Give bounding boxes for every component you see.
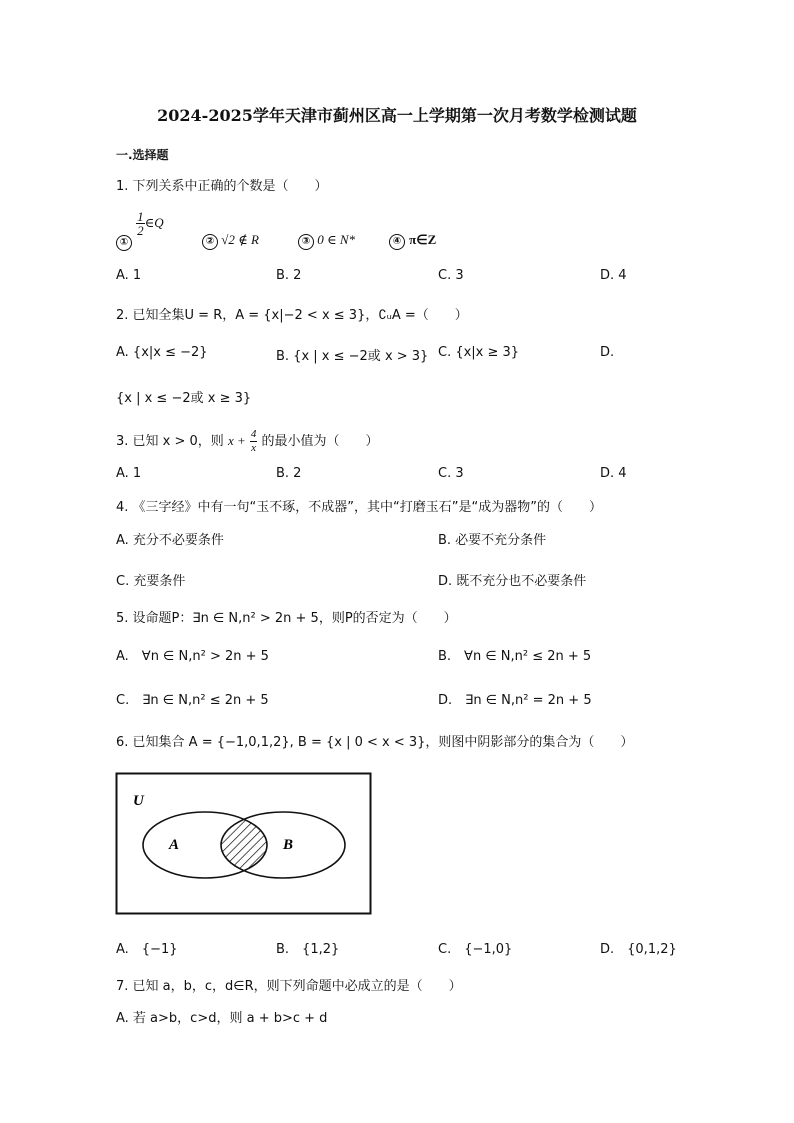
q3-option-b[interactable]: B. 2 [276, 466, 302, 481]
math-expr: ∈Q [144, 215, 164, 230]
q1-option-c[interactable]: C. 3 [438, 268, 464, 283]
section-heading: 一.选择题 [116, 148, 169, 162]
q7-option-a[interactable]: A. 若 a>b，c>d，则 a + b>c + d [116, 1011, 328, 1026]
label-b: B [283, 837, 294, 853]
circled-number: ④ [389, 234, 405, 250]
math-expr: x + [227, 433, 246, 448]
q4-option-c[interactable]: C. 充要条件 [116, 574, 186, 589]
fraction: $\frac{1}{2}$ [137, 209, 144, 238]
q2-option-d-content[interactable]: {x | x ≤ −2或 x ≥ 3} [116, 391, 252, 406]
q3-stem-text: 3. 已知 x > 0，则 [116, 434, 224, 449]
circled-number: ① [116, 235, 132, 251]
page-title: 2024-2025学年天津市蓟州区高一上学期第一次月考数学检测试题 [157, 106, 637, 125]
q6-option-d[interactable]: D. {0,1,2} [600, 942, 677, 957]
q1-stem: 1. 下列关系中正确的个数是（ ） [116, 179, 328, 194]
q4-option-d[interactable]: D. 既不充分也不必要条件 [438, 574, 587, 589]
q6-option-a[interactable]: A. {−1} [116, 942, 178, 957]
label-u: U [133, 793, 144, 809]
q7-stem: 7. 已知 a，b，c，d∈R，则下列命题中必成立的是（ ） [116, 979, 462, 994]
label-a: A [169, 837, 180, 853]
q5-option-a[interactable]: A. ∀n ∈ N,n² > 2n + 5 [116, 649, 269, 664]
math-expr: √2 ∉ R [221, 232, 259, 247]
q1-option-d[interactable]: D. 4 [600, 268, 627, 283]
q2-option-c[interactable]: C. {x|x ≥ 3} [438, 345, 520, 360]
q1-option-b[interactable]: B. 2 [276, 268, 302, 283]
q1-option-a[interactable]: A. 1 [116, 268, 142, 283]
q2-option-a[interactable]: A. {x|x ≤ −2} [116, 345, 208, 360]
q6-stem: 6. 已知集合 A = {−1,0,1,2}, B = {x | 0 < x < 3}，则图中阴影部分的集合为（ ） [116, 735, 634, 750]
q2-option-b[interactable]: B. {x | x ≤ −2或 x > 3} [276, 349, 429, 364]
q3-option-a[interactable]: A. 1 [116, 466, 142, 481]
q5-option-b[interactable]: B. ∀n ∈ N,n² ≤ 2n + 5 [438, 649, 592, 664]
q5-stem: 5. 设命题P：∃n ∈ N,n² > 2n + 5，则P的否定为（ ） [116, 611, 457, 626]
q3-stem-text: 的最小值为（ ） [261, 434, 379, 449]
q1-item-1 [116, 210, 164, 251]
q1-item-2 [202, 232, 259, 250]
circled-number: ② [202, 234, 218, 250]
math-expr: 0 ∈ N* [317, 232, 356, 247]
q4-option-b[interactable]: B. 必要不充分条件 [438, 533, 547, 548]
q6-option-b[interactable]: B. {1,2} [276, 942, 340, 957]
q4-stem: 4. 《三字经》中有一句“玉不琢，不成器”，其中“打磨玉石”是“成为器物”的（ ） [116, 500, 602, 515]
q5-option-d[interactable]: D. ∃n ∈ N,n² = 2n + 5 [438, 693, 592, 708]
q5-option-c[interactable]: C. ∃n ∈ N,n² ≤ 2n + 5 [116, 693, 269, 708]
q3-stem [116, 428, 379, 455]
q1-item-4 [389, 232, 436, 250]
q4-option-a[interactable]: A. 充分不必要条件 [116, 533, 224, 548]
q2-stem: 2. 已知全集U = R，A = {x|−2 < x ≤ 3}，∁ᵤA =（ ） [116, 308, 468, 323]
venn-diagram [115, 772, 373, 915]
q2-option-d[interactable]: D. [600, 345, 615, 360]
fraction: $\frac{4}{x}$ [250, 428, 257, 454]
q3-option-d[interactable]: D. 4 [600, 466, 627, 481]
circled-number: ③ [298, 234, 314, 250]
math-expr: π∈Z [409, 232, 437, 247]
q6-option-c[interactable]: C. {−1,0} [438, 942, 513, 957]
q1-item-3 [298, 232, 355, 250]
q3-option-c[interactable]: C. 3 [438, 466, 464, 481]
